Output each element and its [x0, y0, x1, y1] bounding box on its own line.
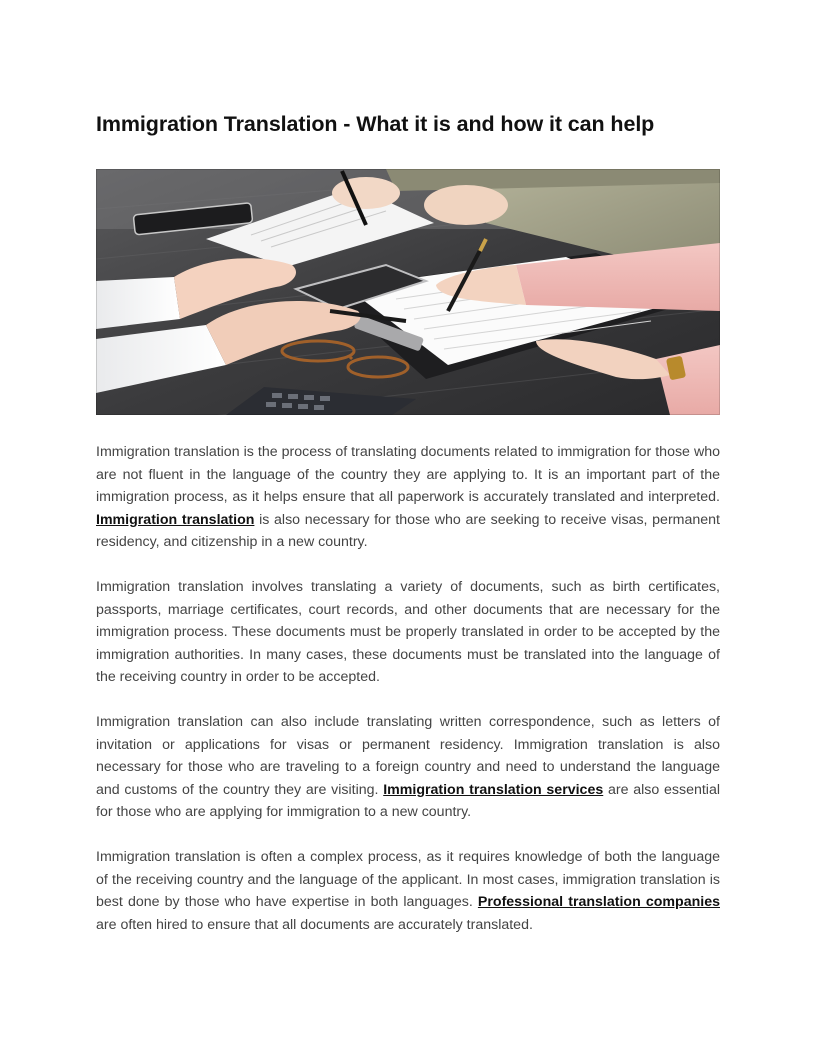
- immigration-translation-services-link[interactable]: Immigration translation services: [383, 781, 604, 798]
- paragraph-3-text-after: are also essential for those who are applying for immigration to a new country.: [96, 781, 721, 821]
- paragraph-4: [96, 846, 720, 936]
- hero-photo: [96, 169, 720, 415]
- paragraph-3: [96, 711, 720, 824]
- paragraph-1: [96, 441, 720, 554]
- paragraph-4-text-before: Immigration translation is often a complex process, as it requires knowledge of both the language of the receiving country and the language of the applicant. In most cases, immigration translation is best done by those who have expertise in both languages.: [96, 848, 720, 911]
- article-body: [96, 441, 720, 958]
- paragraph-2: Immigration translation involves translating a variety of documents, such as birth certificates, passports, marriage certificates, court records, and other documents that are necessary for the immigration process. These documents must be properly translated in order to be accepted by the immigration authorities. In many cases, these documents must be translated into the language of the receiving country in order to be accepted.: [96, 578, 720, 686]
- paragraph-1-text-after: is also necessary for those who are seeking to receive visas, permanent residency, and citizenship in a new country.: [96, 511, 720, 551]
- paragraph-3-text-before: Immigration translation can also include translating written correspondence, such as letters of invitation or applications for visas or permanent residency. Immigration translation is also necessary for those who are traveling to a foreign country and need to understand the language and customs of the country they are visiting.: [96, 713, 720, 798]
- immigration-translation-link[interactable]: Immigration translation: [96, 511, 255, 528]
- page-title: Immigration Translation - What it is and how it can help: [96, 112, 655, 136]
- professional-translation-companies-link[interactable]: Professional translation companies: [477, 894, 720, 911]
- hero-photo-illustration: [96, 169, 720, 415]
- paragraph-1-text-before: Immigration translation is the process of translating documents related to immigration for those who are not fluent in the language of the country they are applying to. It is an important part of the immigration process, as it helps ensure that all paperwork is accurately translated and interpreted.: [96, 444, 720, 506]
- paragraph-4-text-after: are often hired to ensure that all documents are accurately translated.: [96, 916, 533, 933]
